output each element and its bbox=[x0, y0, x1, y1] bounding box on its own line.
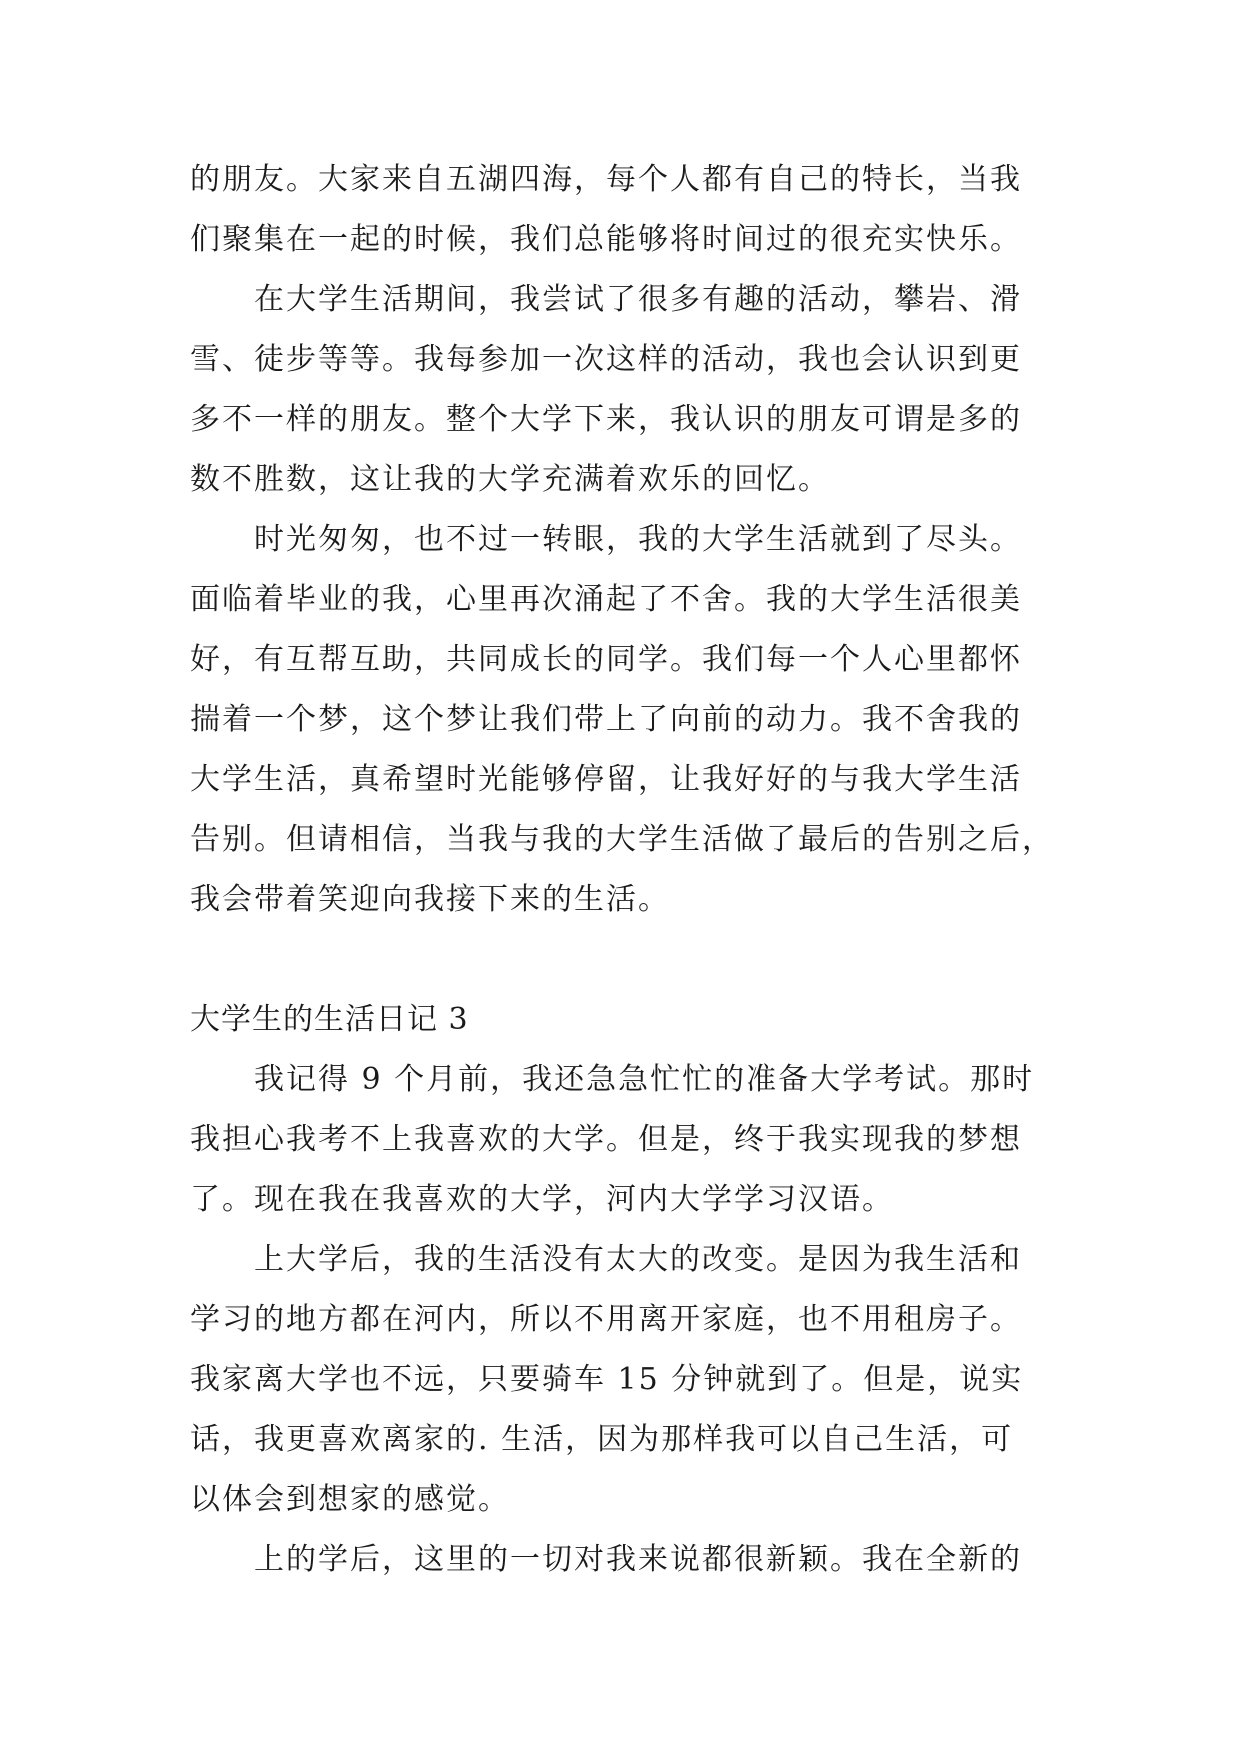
paragraph-line: 我担心我考不上我喜欢的大学。但是，终于我实现我的梦想 bbox=[190, 1122, 1022, 1157]
paragraph-line: 面临着毕业的我，心里再次涌起了不舍。我的大学生活很美 bbox=[190, 582, 1022, 617]
paragraph-line: 话，我更喜欢离家的. 生活，因为那样我可以自己生活，可 bbox=[190, 1422, 1014, 1457]
paragraph-line: 好，有互帮互助，共同成长的同学。我们每一个人心里都怀 bbox=[190, 642, 1022, 677]
paragraph-line: 在大学生活期间，我尝试了很多有趣的活动，攀岩、滑 bbox=[254, 282, 1022, 317]
paragraph-line: 揣着一个梦，这个梦让我们带上了向前的动力。我不舍我的 bbox=[190, 702, 1022, 737]
paragraph-line: 数不胜数，这让我的大学充满着欢乐的回忆。 bbox=[190, 462, 830, 497]
paragraph-line: 我家离大学也不远，只要骑车 15 分钟就到了。但是，说实 bbox=[190, 1362, 1024, 1397]
paragraph-line: 我记得 9 个月前，我还急急忙忙的准备大学考试。那时 bbox=[254, 1062, 1035, 1097]
paragraph-line: 的朋友。大家来自五湖四海，每个人都有自己的特长，当我 bbox=[190, 162, 1022, 197]
paragraph-line: 了。现在我在我喜欢的大学，河内大学学习汉语。 bbox=[190, 1182, 894, 1217]
paragraph-line: 时光匆匆，也不过一转眼，我的大学生活就到了尽头。 bbox=[254, 522, 1022, 557]
paragraph-line: 上的学后，这里的一切对我来说都很新颖。我在全新的 bbox=[254, 1542, 1022, 1577]
paragraph-line: 们聚集在一起的时候，我们总能够将时间过的很充实快乐。 bbox=[190, 222, 1022, 257]
paragraph-line: 大学生活，真希望时光能够停留，让我好好的与我大学生活 bbox=[190, 762, 1022, 797]
paragraph-line: 我会带着笑迎向我接下来的生活。 bbox=[190, 882, 670, 917]
paragraph-line: 以体会到想家的感觉。 bbox=[190, 1482, 510, 1517]
paragraph-line: 多不一样的朋友。整个大学下来，我认识的朋友可谓是多的 bbox=[190, 402, 1022, 437]
paragraph-line: 上大学后，我的生活没有太大的改变。是因为我生活和 bbox=[254, 1242, 1022, 1277]
paragraph-line: 雪、徒步等等。我每参加一次这样的活动，我也会认识到更 bbox=[190, 342, 1022, 377]
paragraph-line: 告别。但请相信，当我与我的大学生活做了最后的告别之后， bbox=[190, 822, 1054, 857]
paragraph-line: 学习的地方都在河内，所以不用离开家庭，也不用租房子。 bbox=[190, 1302, 1022, 1337]
section-title: 大学生的生活日记 3 bbox=[190, 1002, 469, 1037]
